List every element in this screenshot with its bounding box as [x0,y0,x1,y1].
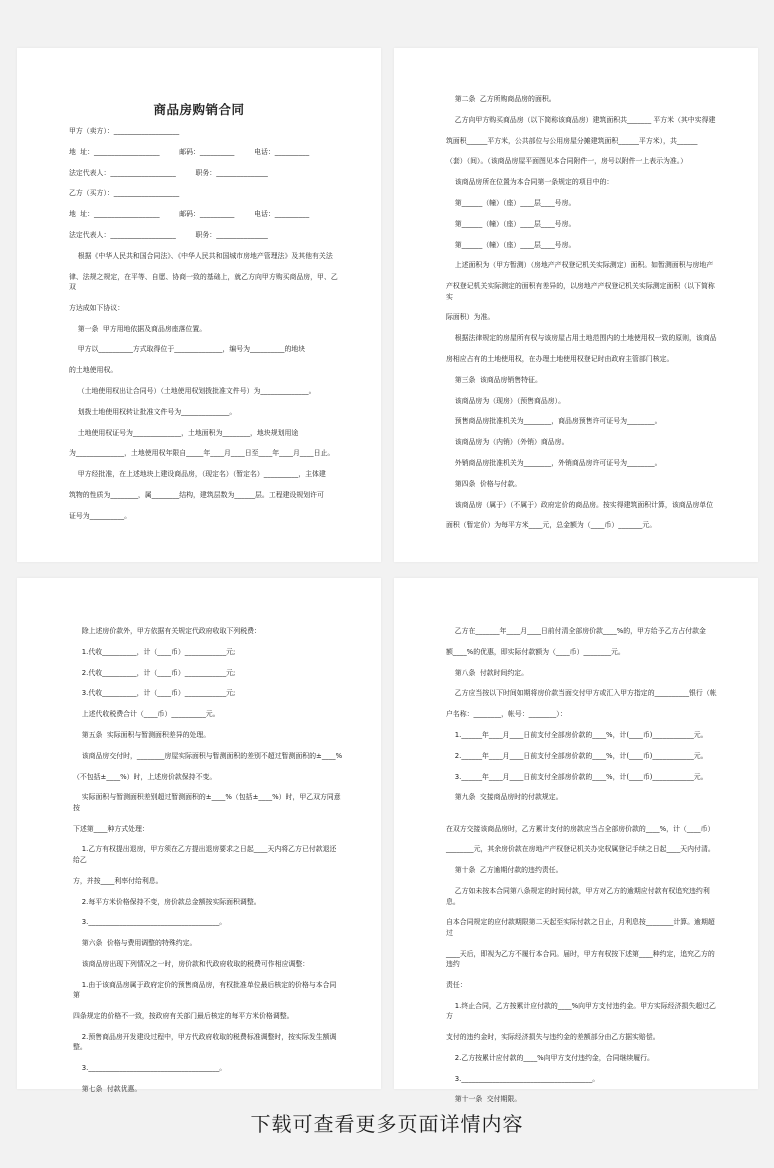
text-line: 土地使用权证号为______________，土地面积为________，地块规划用途 [69,428,299,437]
text-line: 该商品房出现下列情况之一时，房价款和代政府收取的税费可作相应调整： [73,959,310,968]
text-line: 3.______________________________________。 [73,918,227,927]
text-line: 为______________，土地使用权年限自_____年____月____日至____年____月____日止。 [69,449,335,458]
text-line: 第十一条 交付期限。 [446,1095,522,1104]
text-line: 根据法律规定的房屋所有权与该房屋占用土地范围内的土地使用权一致的原则，该商品 [446,334,717,343]
text-line: 法定代表人：___________________ 职务：_______________ [69,230,268,239]
text-line: 方达成如下协议： [69,303,125,312]
text-line: 1.终止合同，乙方按累计应付款的____%向甲方支付违约金。甲方实际经济损失超过乙方 [446,1001,716,1021]
page-body [394,578,758,1105]
text-line: 方，并按____利率付给利息。 [73,876,163,885]
text-line: （不包括±____%）时，上述房价款保持不变。 [73,772,217,781]
text-line: 1.代收__________，计（____币）____________元; [73,647,236,656]
text-line: 法定代表人：___________________ 职务：_______________ [69,168,268,177]
contract-page-2 [394,48,758,562]
text-line: 3.______________________________________。 [446,1074,600,1083]
text-line: 在双方交接该商品房时，乙方累计支付的房款应当占全部房价款的____%，计（____币） [446,814,715,833]
text-line: 除上述房价款外，甲方依据有关规定代政府收取下列税费： [73,627,261,635]
text-line: 乙方应当按以下时间如期将房价款当面交付甲方或汇入甲方指定的__________银行（帐 [446,689,717,698]
text-line: 第十条 乙方逾期付款的违约责任。 [446,866,563,875]
text-line: 支付的违约金时，实际经济损失与违约金的差额部分由乙方据实赔偿。 [446,1033,660,1042]
text-line: 第七条 付款优惠。 [73,1084,142,1093]
document-title: 商品房购销合同 [153,102,245,117]
text-line: 甲方以__________方式取得位于______________，编号为__________的地块 [69,345,306,354]
text-line: 2.代收__________，计（____币）____________元; [73,668,236,677]
text-line: 筑面积______平方米，公共部位与公用房屋分摊建筑面积______平方米），共______ [446,136,698,145]
text-line: 甲方（卖方）：___________________ [69,127,180,135]
text-line: 1.乙方有权提出退房，甲方须在乙方提出退房要求之日起____天内将乙方已付款退还给乙 [73,845,337,864]
text-line: 乙方如未按本合同第八条规定的时间付款，甲方对乙方的逾期应付款有权追究违约利息。 [446,887,710,906]
text-line: 筑物的性质为________，属________结构，建筑层数为______层。工程建设规划许可 [69,491,324,500]
text-line: 2.乙方按累计应付款的____%向甲方支付违约金，合同继续履行。 [446,1053,654,1062]
text-line: 地 址：___________________ 邮码：__________ 电话：__________ [69,147,310,156]
text-line: 2.每平方米价格保持不变，房价款总金额按实际面积调整。 [73,897,261,906]
text-line: 地 址：___________________ 邮码：__________ 电话：__________ [69,210,310,219]
text-line: 自本合同规定的应付款期限第二天起至实际付款之日止，月利息按________计算。逾期超过 [446,918,715,937]
text-line: 3.______年____月____日前支付全部房价款的____%，计(____币)____________元。 [446,772,708,781]
download-more-link[interactable]: 下载可查看更多页面详情内容 [250,1112,524,1136]
text-line: 该商品房所在位置为本合同第一条规定的项目中的： [446,178,614,187]
text-line: 第三条 该商品房销售特征。 [446,375,542,384]
text-line: 该商品房为（现房）（预售商品房）。 [446,396,566,405]
text-line: 的土地使用权。 [69,366,118,375]
contract-page-4 [394,578,758,1104]
page-body [17,126,381,521]
text-line: 1.______年____月____日前支付全部房价款的____%，计(____币)____________元。 [446,730,708,739]
text-line: 额____%的优惠，即实际付款额为（____币）________元。 [446,647,625,656]
text-line: 第______（幢）（座）____层____号房。 [446,219,576,228]
text-line: 根据《中华人民共和国合同法》、《中华人民共和国城市房地产管理法》及其他有关法 [69,251,333,260]
text-line: 第六条 价格与费用调整的特殊约定。 [73,939,197,948]
text-line: 第二条 乙方所购商品房的面积。 [446,95,556,103]
text-line: 3.______________________________________。 [73,1064,227,1073]
text-line: 证号为__________。 [69,511,132,520]
text-line: 第五条 实际面积与暂测面积差异的处理。 [73,730,211,739]
text-line: 下述第____种方式处理： [73,824,149,833]
contract-page-1 [17,48,381,562]
text-line: 际面积）为准。 [446,313,495,322]
text-line: 划拨土地使用权转让批准文件号为______________。 [69,407,237,416]
text-line: 户名称：________，帐号：________）： [446,710,567,719]
text-line: 第______（幢）（座）____层____号房。 [446,198,576,207]
text-line: 乙方在_______年____月____日前付清全部房价款____%的，甲方给予乙方占付款金 [446,627,706,635]
text-line: 房相应占有的土地使用权，在办理土地使用权登记时由政府主管部门核定。 [446,355,674,364]
text-line: 实际面积与暂测面积差别超过暂测面积的±____%（包括±____%）时，甲乙双方同意按 [73,793,341,812]
text-line: 面积（暂定价）为每平方米____元，总金额为（____币）_______元。 [446,521,657,530]
text-line: 3.代收__________，计（____币）____________元; [73,689,236,698]
text-line: ____天后，即视为乙方不履行本合同。届时，甲方有权按下述第____种约定，追究乙方的违约 [446,949,715,969]
text-line: （土地使用权出让合同号）（土地使用权划拨批准文件号）为______________。 [69,387,316,396]
text-line: 四条规定的价格不一致，按政府有关部门最后核定的每平方米价格调整。 [73,1012,294,1021]
page-body [394,48,758,531]
text-line: 甲方经批准，在上述地块上建设商品房，（现定名）（暂定名）__________，主体建 [69,470,326,479]
text-line: 第______（幢）（座）____层____号房。 [446,240,576,249]
text-line: （套）（间）。（该商品房屋平面图见本合同附件一，房号以附件一上表示为准。） [446,157,688,166]
text-line: 2.预售商品房开发建设过程中，甲方代政府收取的税费标准调整时，按实际发生额调整。 [73,1032,337,1052]
text-line: 第一条 甲方用地依据及商品房座落位置。 [69,324,207,333]
text-line: 1.由于该商品房属于政府定价的预售商品房，有权批准单位最后核定的价格与本合同第 [73,980,337,1000]
text-line: 律、法规之规定，在平等、自愿、协商一致的基础上，就乙方向甲方购买商品房，甲、乙双 [69,272,338,292]
text-line: 产权登记机关实际测定的面积有差异的，以房地产产权登记机关实际测定面积（以下简称实 [446,282,715,301]
text-line: 乙方（买方）：___________________ [69,189,180,198]
text-line: ________元，其余房价款在房地产产权登记机关办完权属登记手续之日起____天内付清。 [446,845,715,854]
text-line: 第八条 付款时间约定。 [446,668,529,677]
text-line: 外销商品房批准机关为________，外销商品房许可证号为________。 [446,459,662,468]
text-line: 2.______年____月____日前支付全部房价款的____%，计(____币)____________元。 [446,751,708,760]
text-line: 第四条 价格与付款。 [446,479,522,488]
text-line: 乙方向甲方购买商品房（以下简称该商品房）建筑面积共_______ 平方米（其中实得建 [446,115,716,124]
text-line: 该商品房（属于）（不属于）政府定价的商品房。按实得建筑面积计算，该商品房单位 [446,500,714,509]
text-line: 预售商品房批准机关为________，商品房预售许可证号为________。 [446,417,662,426]
text-line: 上述面积为（甲方暂测）（房地产产权登记机关实际测定）面积。如暂测面积与房地产 [446,261,714,270]
page-body [17,578,381,1094]
text-line: 责任： [446,980,467,989]
text-line: 上述代收税费合计（____币）__________元。 [73,710,220,719]
text-line: 第九条 交接商品房时的付款规定。 [446,793,563,802]
text-line: 该商品房为（内销）（外销）商品房。 [446,438,569,447]
text-line: 该商品房交付时，________房屋实际面积与暂测面积的差别不超过暂测面积的±____% [73,751,343,760]
contract-page-3 [17,578,381,1093]
